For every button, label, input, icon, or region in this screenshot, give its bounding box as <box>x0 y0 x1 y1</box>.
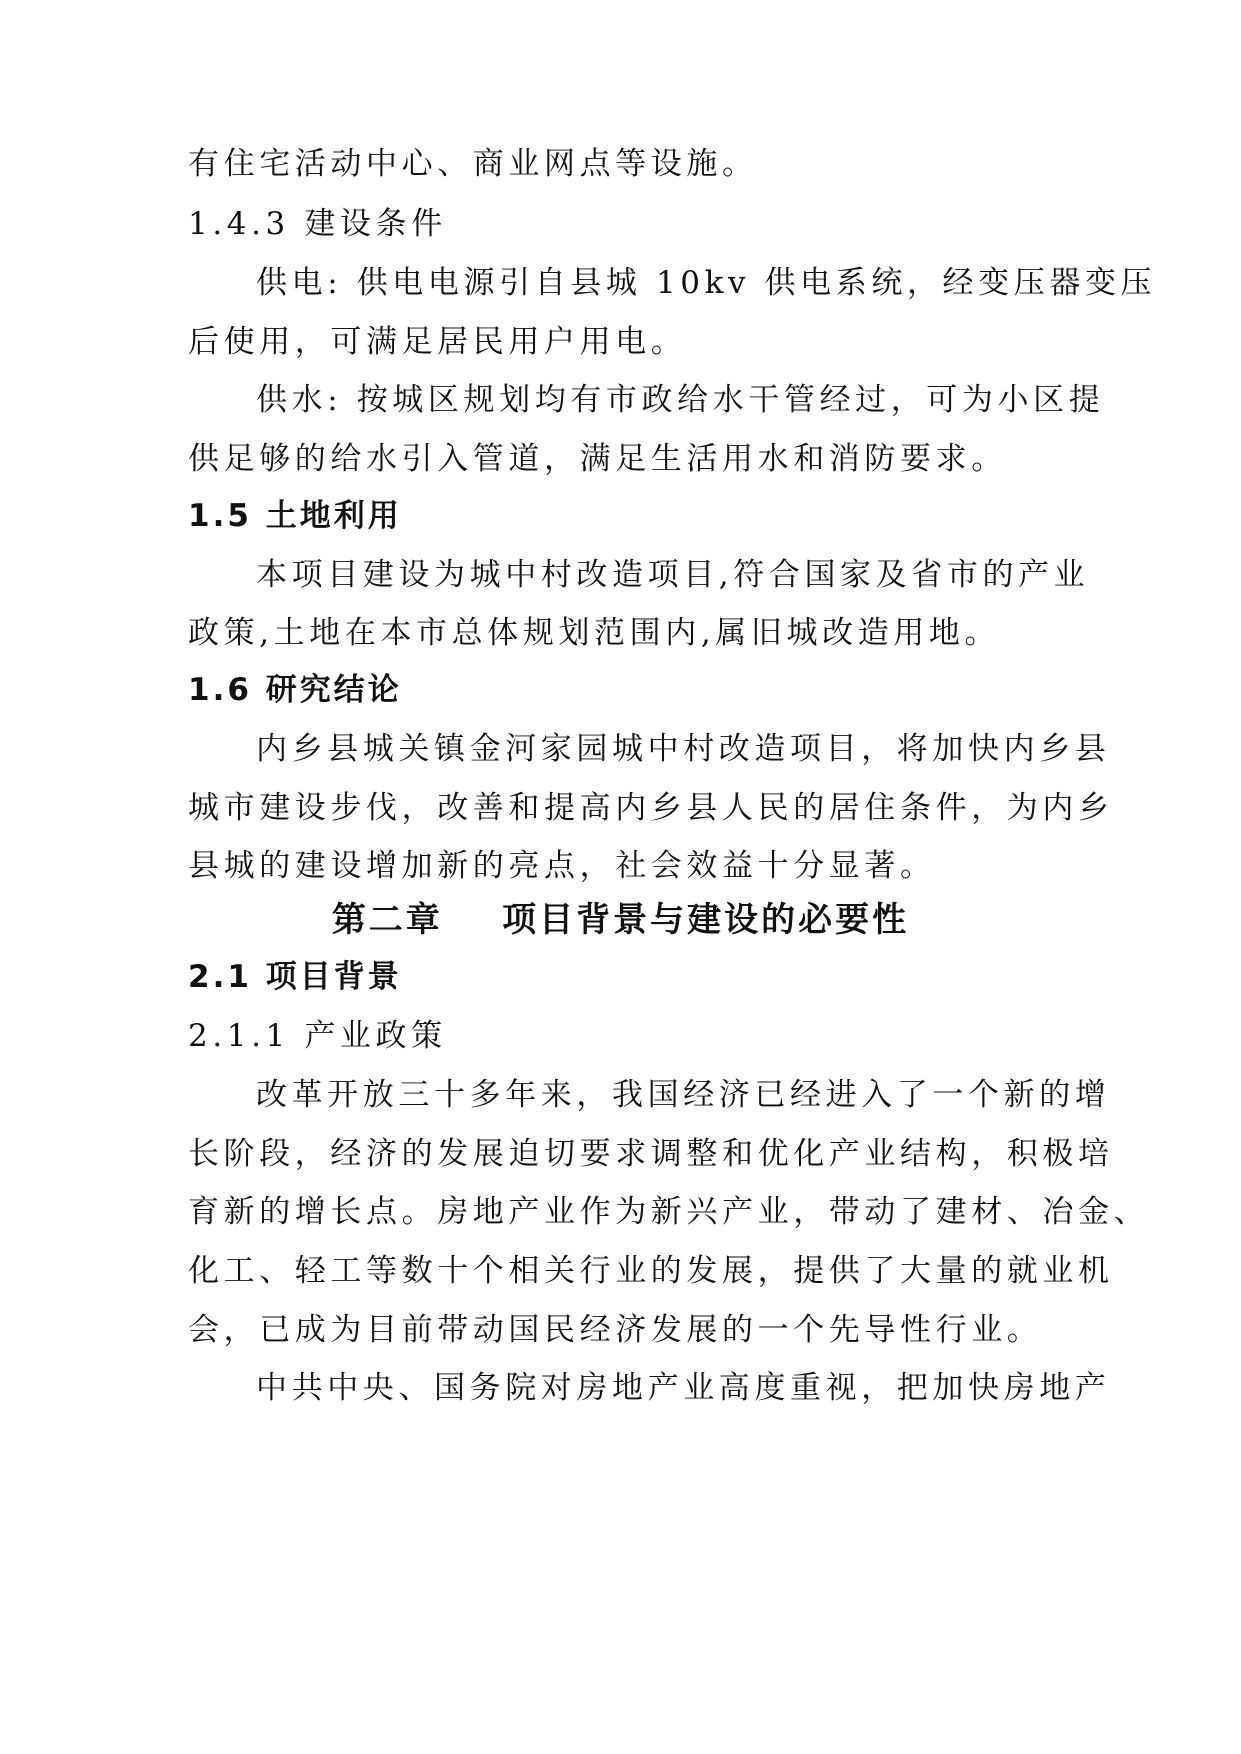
paragraph-line: 化工、轻工等数十个相关行业的发展，提供了大量的就业机 <box>188 1253 1114 1289</box>
section-heading-2-1-1: 2.1.1 产业政策 <box>188 1018 447 1054</box>
paragraph-line: 长阶段，经济的发展迫切要求调整和优化产业结构，积极培 <box>188 1136 1114 1172</box>
paragraph-line: 本项目建设为城中村改造项目,符合国家及省市的产业 <box>256 557 1090 593</box>
paragraph-line: 县城的建设增加新的亮点，社会效益十分显著。 <box>188 848 936 884</box>
paragraph-line: 供足够的给水引入管道，满足生活用水和消防要求。 <box>188 441 1007 477</box>
chapter-title: 第二章 项目背景与建设的必要性 <box>331 900 910 940</box>
paragraph-line: 政策,土地在本市总体规划范围内,属旧城改造用地。 <box>188 615 1001 651</box>
section-heading-2-1: 2.1 项目背景 <box>188 959 402 995</box>
paragraph-line: 有住宅活动中心、商业网点等设施。 <box>188 146 758 182</box>
paragraph-line: 育新的增长点。房地产业作为新兴产业，带动了建材、冶金、 <box>188 1194 1150 1230</box>
section-heading-1-4-3: 1.4.3 建设条件 <box>188 206 447 242</box>
paragraph-line: 供电: 供电电源引自县城 10kv 供电系统，经变压器变压 <box>256 265 1157 301</box>
section-heading-1-6: 1.6 研究结论 <box>188 672 402 708</box>
paragraph-line: 内乡县城关镇金河家园城中村改造项目，将加快内乡县 <box>256 731 1111 767</box>
section-heading-1-5: 1.5 土地利用 <box>188 498 402 534</box>
paragraph-line: 城市建设步伐，改善和提高内乡县人民的居住条件，为内乡 <box>188 790 1114 826</box>
paragraph-line: 后使用，可满足居民用户用电。 <box>188 324 687 360</box>
paragraph-line: 会，已成为目前带动国民经济发展的一个先导性行业。 <box>188 1312 1043 1348</box>
paragraph-line: 供水: 按城区规划均有市政给水干管经过，可为小区提 <box>256 382 1105 418</box>
paragraph-line: 改革开放三十多年来，我国经济已经进入了一个新的增 <box>256 1077 1111 1113</box>
paragraph-line: 中共中央、国务院对房地产业高度重视，把加快房地产 <box>256 1370 1111 1406</box>
